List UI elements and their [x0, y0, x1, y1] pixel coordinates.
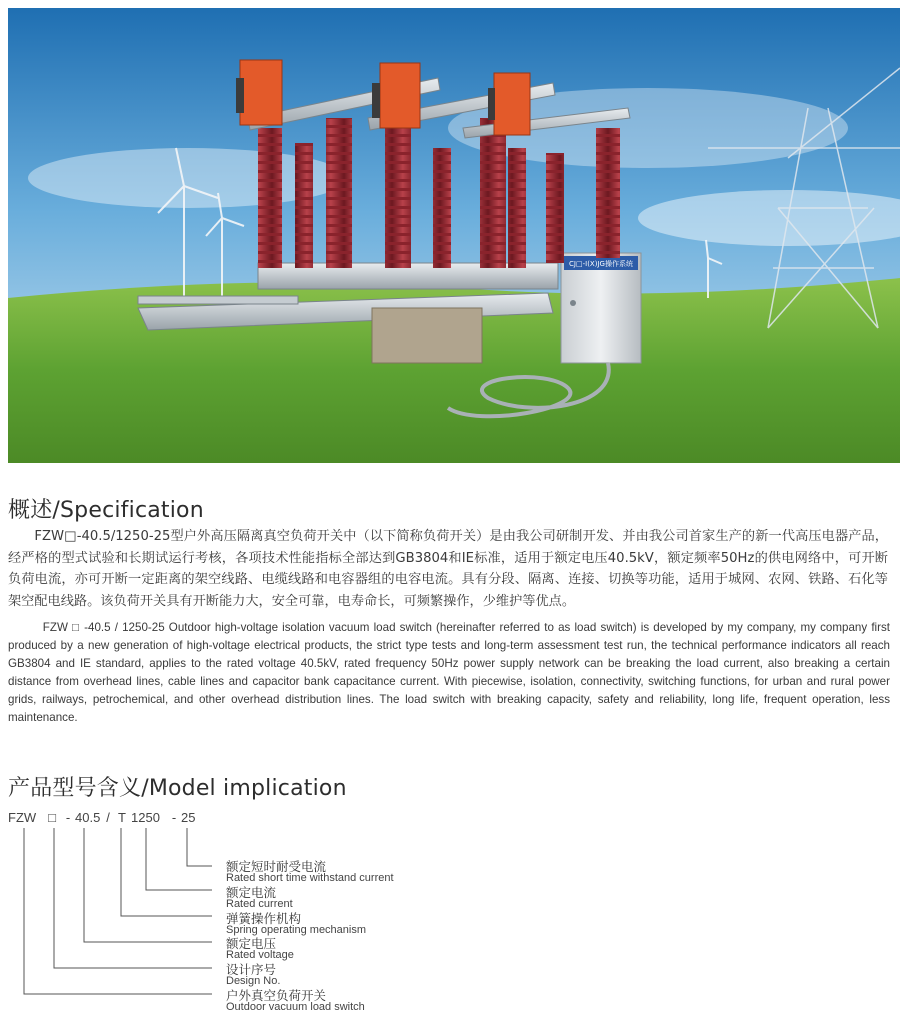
vacuum-interrupter-cap — [240, 60, 282, 125]
product-photo-illustration — [8, 8, 900, 463]
model-code-part: T — [118, 810, 126, 825]
model-item-rated-current — [226, 886, 293, 910]
insulator — [385, 123, 411, 268]
connector-line — [187, 828, 212, 866]
model-item-en: Rated short time withstand current — [226, 872, 394, 884]
model-code — [8, 810, 195, 825]
specification-title: 概述/Specification — [8, 498, 204, 523]
insulator — [508, 148, 526, 268]
model-item-rated-voltage — [226, 937, 294, 961]
model-item-en: Rated voltage — [226, 949, 294, 961]
insulator — [546, 153, 564, 263]
model-item-en: Outdoor vacuum load switch — [226, 1001, 365, 1013]
model-code-part: 25 — [181, 810, 196, 825]
insulator — [433, 148, 451, 268]
model-item-cn: 额定电压 — [226, 936, 277, 951]
model-code-part: 1250 — [131, 810, 160, 825]
product-photo — [8, 8, 900, 463]
specification-chinese-text: FZW□-40.5/1250-25型户外高压隔离真空负荷开关中（以下简称负荷开关）是由我公司研制开发、并由我公司首家生产的新一代高压电器产品，经严格的型式试验和长期试运行考核，各项技术性能指标全部达到GB3804和IE标准，适用于额定电压40.5kV，额定频率50Hz的供电网络中，可开断负荷电流，亦可开断一定距离的架空线路、电缆线路和电容器组的电容电流。具有分段、隔离、连接、切换等功能，适用于城网、农网、铁路、石化等架空配电线路。该负荷开关具有开断能力大，安全可靠，电寿命长，可频繁操作，少维护等优点。 — [8, 529, 888, 609]
model-item-en: Design No. — [226, 975, 281, 987]
model-code-part: FZW — [8, 810, 37, 825]
model-item-rated-short-time-withstand-current — [226, 860, 394, 884]
specification-english-text: FZW □ -40.5 / 1250-25 Outdoor high-voltage isolation vacuum load switch (hereinafter referred to as load switch) is developed by my company, my company first produced by a new generation of high-voltage electrical products, the strict type tests and long-term assessment test run, the technical performance indicators all reach GB3804 and IE standard, applies to the rated voltage 40.5kV, rated frequency 50Hz power supply network can be breaking the load current, also breaking a certain distance from overhead lines, cable lines and capacitor bank capacitance current. With piecewise, isolation, connectivity, switching functions, for urban and rural power grids, railways, petrochemical, and other overhead distribution lines. The load switch with breaking capacity, safety and reliability, long life, frequent operation, less maintenance. — [8, 621, 890, 724]
connector-line — [54, 828, 212, 968]
connector-line — [24, 828, 212, 994]
model-code-part: / — [106, 810, 110, 825]
model-item-en: Rated current — [226, 898, 293, 910]
panel-label: CJ□-I(X)JG操作系统 — [569, 260, 633, 268]
insulator — [326, 118, 352, 268]
model-item-cn: 额定电流 — [226, 885, 277, 900]
insulator — [480, 118, 506, 268]
vacuum-interrupter-cap — [380, 63, 420, 128]
model-item-cn: 弹簧操作机构 — [226, 911, 302, 926]
model-code-part: 40.5 — [75, 810, 101, 825]
model-item-cn: 设计序号 — [226, 962, 277, 977]
insulator — [596, 128, 620, 258]
model-code-part: - — [65, 810, 71, 825]
model-item-spring-operating-mechanism — [226, 912, 366, 936]
model-implication-title: 产品型号含义/Model implication — [8, 776, 347, 801]
insulator — [258, 128, 282, 268]
model-code-part: - — [171, 810, 177, 825]
connector-line — [84, 828, 212, 942]
connector-line — [146, 828, 212, 890]
model-item-design-no — [226, 963, 280, 987]
connector-line — [121, 828, 212, 916]
model-item-outdoor-vacuum-load-switch — [226, 989, 365, 1013]
model-item-cn: 额定短时耐受电流 — [226, 859, 327, 874]
vacuum-interrupter-cap — [494, 73, 530, 135]
model-item-en: Spring operating mechanism — [226, 924, 367, 936]
model-item-cn: 户外真空负荷开关 — [226, 988, 327, 1003]
insulator — [295, 143, 313, 268]
model-code-part: □ — [48, 810, 56, 825]
